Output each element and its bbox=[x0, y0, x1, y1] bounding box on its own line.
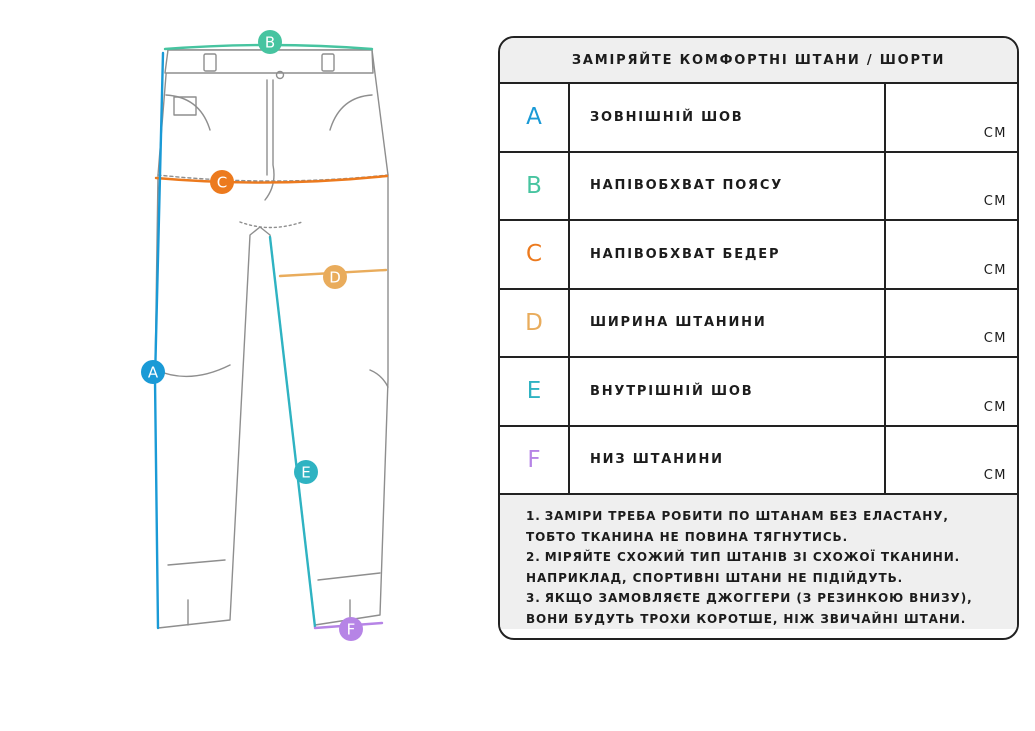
marker-d bbox=[323, 265, 347, 289]
svg-text:D: D bbox=[329, 268, 341, 287]
note-line bbox=[526, 588, 997, 609]
note-line: НАПРИКЛАД, СПОРТИВНІ ШТАНИ НЕ ПІДІЙДУТЬ. bbox=[526, 570, 904, 585]
svg-text:B: B bbox=[264, 33, 276, 52]
value-cell-f[interactable] bbox=[886, 427, 1017, 494]
row-letter-b: B bbox=[500, 153, 570, 220]
pants-svg bbox=[110, 25, 410, 650]
value-cell-d[interactable] bbox=[886, 290, 1017, 357]
marker-b bbox=[258, 30, 282, 54]
svg-text:C: C bbox=[216, 173, 228, 192]
note-line: ВОНИ БУДУТЬ ТРОХИ КОРОТШЕ, НІЖ ЗВИЧАЙНІ ШТАНИ. bbox=[526, 611, 967, 626]
table-row-e bbox=[500, 358, 1017, 427]
unit-label: СМ bbox=[983, 399, 1007, 415]
value-cell-a[interactable] bbox=[886, 84, 1017, 151]
table-title: ЗАМІРЯЙТЕ КОМФОРТНІ ШТАНИ / ШОРТИ bbox=[500, 38, 1017, 84]
note-number: 2. bbox=[526, 550, 541, 564]
unit-label: СМ bbox=[983, 194, 1007, 209]
note-line: ТОБТО ТКАНИНА НЕ ПОВИНА ТЯГНУТИСЬ. bbox=[526, 529, 849, 544]
unit-label: СМ bbox=[983, 468, 1007, 483]
note-line bbox=[526, 547, 997, 568]
note-text: ЯКЩО ЗАМОВЛЯЄТЕ ДЖОГГЕРИ (З РЕЗИНКОЮ ВНИЗУ), bbox=[544, 591, 973, 605]
note-text: ЗАМІРИ ТРЕБА РОБИТИ ПО ШТАНАМ БЕЗ ЕЛАСТАНУ, bbox=[544, 509, 949, 523]
row-letter-e: E bbox=[500, 358, 570, 425]
row-letter-a: A bbox=[500, 84, 570, 151]
note-text: МІРЯЙТЕ СХОЖИЙ ТИП ШТАНІВ ЗІ СХОЖОЇ ТКАНИНИ. bbox=[544, 550, 961, 564]
row-letter-c: C bbox=[500, 221, 570, 288]
svg-text:A: A bbox=[147, 363, 159, 382]
measurement-table bbox=[498, 36, 1019, 640]
marker-a bbox=[141, 360, 165, 384]
row-label-inseam: ВНУТРІШНІЙ ШОВ bbox=[570, 358, 886, 425]
svg-text:F: F bbox=[346, 620, 356, 639]
note-line bbox=[526, 506, 997, 527]
row-label-leg-opening: НИЗ ШТАНИНИ bbox=[570, 427, 886, 494]
marker-c bbox=[210, 170, 234, 194]
table-row-a bbox=[500, 84, 1017, 153]
unit-label: СМ bbox=[983, 331, 1007, 346]
marker-e bbox=[294, 460, 318, 484]
value-cell-e[interactable] bbox=[886, 358, 1017, 425]
table-row-d bbox=[500, 290, 1017, 359]
table-row-c bbox=[500, 221, 1017, 290]
svg-text:E: E bbox=[301, 463, 311, 482]
value-cell-c[interactable] bbox=[886, 221, 1017, 288]
table-row-f bbox=[500, 427, 1017, 496]
pants-outline bbox=[155, 50, 388, 628]
unit-label: СМ bbox=[983, 125, 1007, 141]
unit-label: СМ bbox=[983, 262, 1007, 278]
table-row-b bbox=[500, 153, 1017, 222]
table-notes bbox=[500, 495, 1017, 629]
note-number: 3. bbox=[526, 591, 541, 605]
row-letter-f: F bbox=[500, 427, 570, 494]
row-label-leg-width: ШИРИНА ШТАНИНИ bbox=[570, 290, 886, 357]
row-label-outer-seam: ЗОВНІШНІЙ ШОВ bbox=[570, 84, 886, 151]
note-number: 1. bbox=[526, 509, 541, 523]
pants-diagram bbox=[110, 25, 410, 650]
marker-f bbox=[339, 617, 363, 641]
row-letter-d: D bbox=[500, 290, 570, 357]
row-label-waist: НАПІВОБХВАТ ПОЯСУ bbox=[570, 153, 886, 220]
row-label-hips: НАПІВОБХВАТ БЕДЕР bbox=[570, 221, 886, 288]
value-cell-b[interactable] bbox=[886, 153, 1017, 220]
